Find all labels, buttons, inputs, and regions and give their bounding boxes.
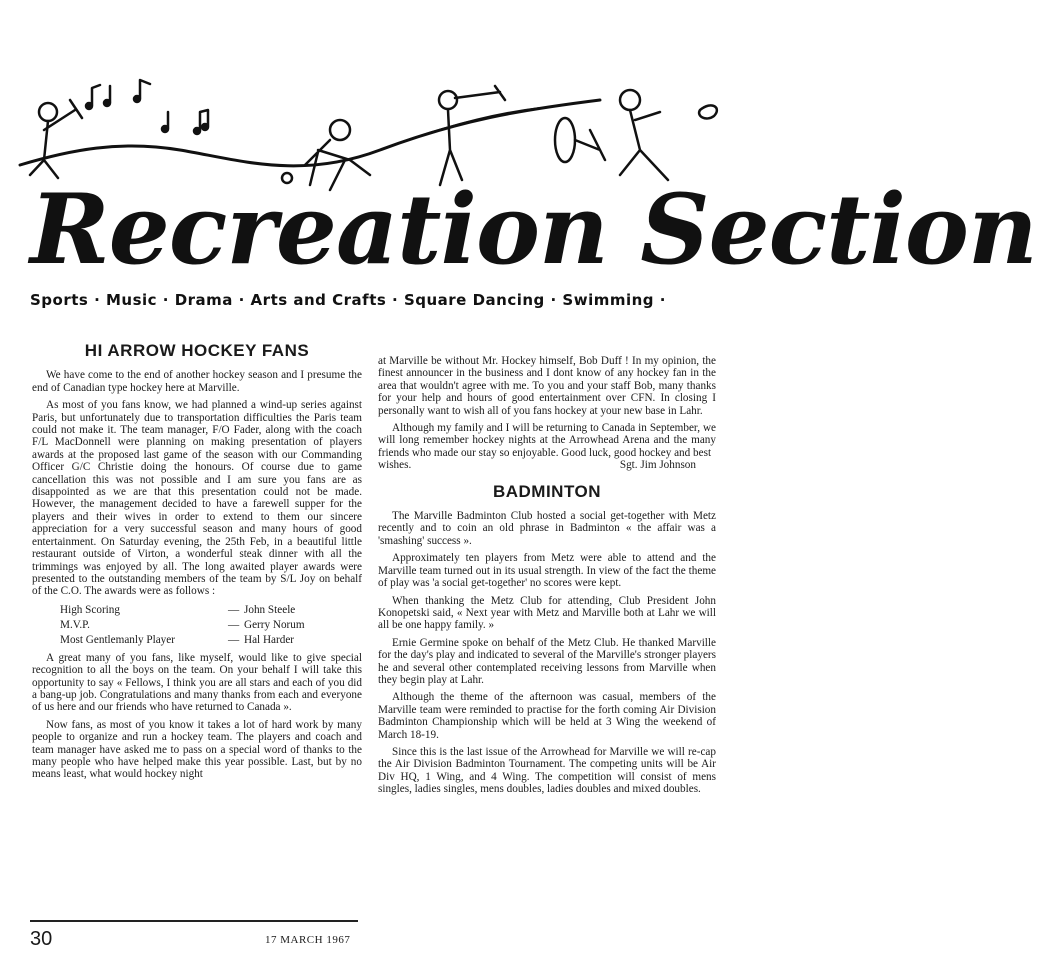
hockey-closing-text: Although my family and I will be returning to Canada in September, we will long remember hockey nights at the Arrowhead Arena and the many friends who made our stay so enjoyable. Good luck, good hockey and best [378,422,716,459]
hockey-paragraph: A great many of you fans, like myself, would like to give special recognition to all the boys on the team. On your behalf I will take this opportunity to say « Fellows, I think you are all stars and each of you did a bang-up job. Congratulations and many thanks from each and everyone of us here and our friends who have returned to Canada ». [32,651,362,714]
recreation-banner [0,0,1037,330]
award-player: Gerry Norum [244,618,305,631]
hockey-closing [378,422,716,459]
badminton-paragraph: Ernie Germine spoke on behalf of the Metz Club. He thanked Marville for the day's play and indicated to several of the Marville's stronger players he and several other contemplated receiving lessons from Marville when they begin play at Lahr. [378,636,716,686]
badminton-paragraph: The Marville Badminton Club hosted a social get-together with Metz recently and to coin an old phrase in Badminton « the affair was a 'smashing' success ». [378,510,716,547]
award-name: High Scoring [60,603,120,616]
award-row [60,633,362,648]
badminton-paragraph: Since this is the last issue of the Arrowhead for Marville we will re-cap the Air Division Badminton Tournament. The competing units will be Air Div HQ, 1 Wing, and 4 Wing. The competition will consist of mens singles, ladies singles, mens doubles, ladies doubles and mixed doubles. [378,745,716,796]
awards-list [60,603,362,648]
hockey-paragraph: As most of you fans know, we had planned a wind-up series against Paris, but unfortunately due to transportation difficulties the Paris team could not make it. The team manager, F/O Fader, along with the coach F/L MacDonnell were planning on making presentation of players awards at the proposed last game of the season with our Commanding Officer G/C Christie doing the honours. Of course due to game cancellation this was not possible and I am sure you fans are as disappointed as we are that this presentation could not be made. However, the management decided to have a farewell supper for the players and their wives in order to extend to them our sincere appreciation for a very successful season and many hours of good entertainment. On Saturday evening, the 25th Feb, in a beautiful little restaurant outside of Virton, a wonderful steak dinner with all the trimmings was enjoyed by all. The long awaited player awards were presented to the outstanding members of the team by S/L Joy on behalf of the C.O. The awards were as follows : [32,399,362,598]
award-row [60,603,362,618]
award-dash: — [228,603,240,616]
page-number: 30 [30,928,53,950]
hockey-continued: at Marville be without Mr. Hockey himself, Bob Duff ! In my opinion, the finest announcer in the business and I dont know of any hockey fan in the area that wouldn't agree with me. To you and your staff Bob, many thanks for your help and hours of good entertainment over CFN. In closing I personally want to wish all of you fans hockey at your new base in Lahr. [378,355,716,417]
issue-date: 17 MARCH 1967 [265,934,351,946]
award-dash: — [228,618,240,631]
award-name: M.V.P. [60,618,90,631]
footer-rule [30,920,358,922]
signature-line [378,459,716,471]
award-player: Hal Harder [244,633,295,646]
hockey-heading: HI ARROW HOCKEY FANS [84,341,310,360]
section-subtitle: Sports · Music · Drama · Arts and Crafts · Square Dancing · Swimming · [30,291,666,309]
signature: Sgt. Jim Johnson [619,459,696,472]
award-row [60,618,362,633]
left-column [32,341,362,786]
badminton-heading: BADMINTON [492,481,602,501]
section-title: Recreation Section [30,173,1037,286]
award-dash: — [228,633,240,646]
award-player: John Steele [244,603,296,616]
badminton-paragraph: When thanking the Metz Club for attending, Club President John Konopetski said, « Next year with Metz and Marville both at Lahr we will all be one happy family. » [378,594,716,632]
closing-end: wishes. [378,459,412,472]
banner-illustration [0,0,750,200]
badminton-paragraph: Approximately ten players from Metz were able to attend and the Marville team turned out in its usual strength. In view of the fact the theme of play was 'a social get-together' no scores were kept. [378,552,716,590]
hockey-paragraph: Now fans, as most of you know it takes a lot of hard work by many people to organize and run a hockey team. The players and coach and team manager have asked me to pass on a special word of thanks to the many people who have helped make this year possible. Last, but by no means least, what would hockey night [32,718,362,781]
badminton-paragraph: Although the theme of the afternoon was casual, members of the Marville team were reminded to practise for the forth coming Air Division Badminton Championship which will be held at 3 Wing the weekend of March 18-19. [378,691,716,741]
award-name: Most Gentlemanly Player [60,633,175,646]
right-column [378,355,716,801]
hockey-paragraph: We have come to the end of another hockey season and I presume the end of Canadian type hockey here at Marville. [32,369,362,394]
